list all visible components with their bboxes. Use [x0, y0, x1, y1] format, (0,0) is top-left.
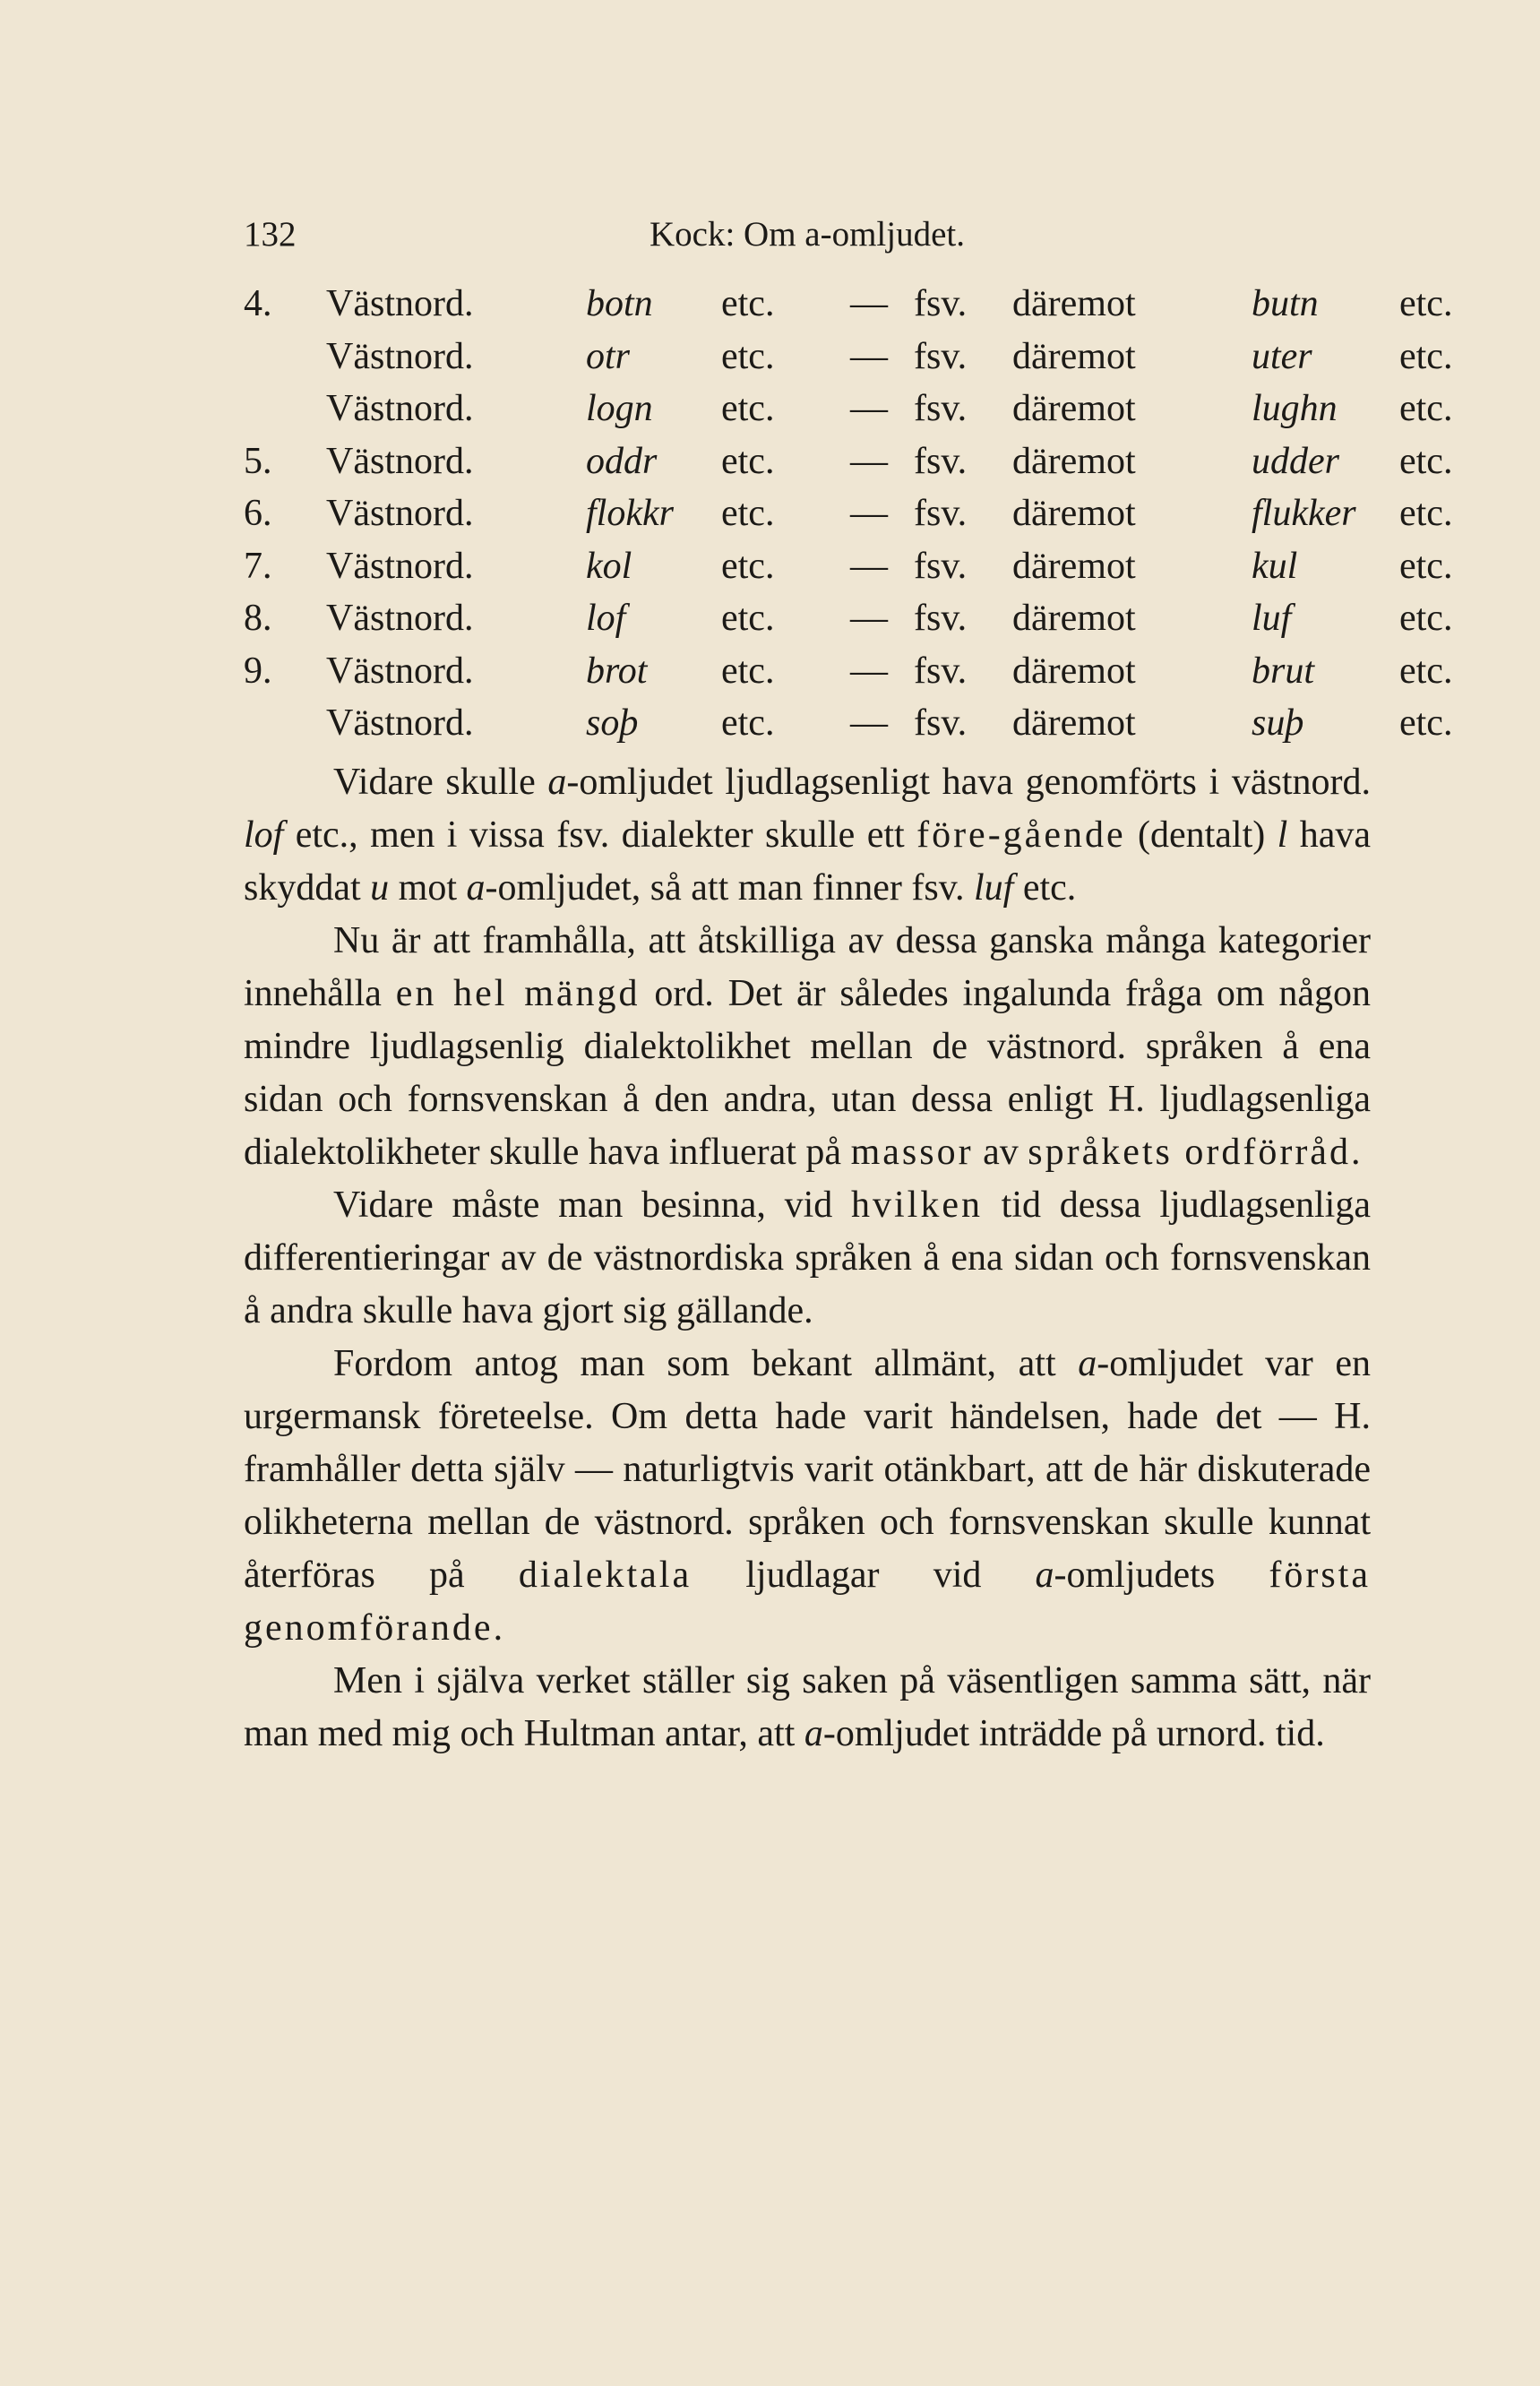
entry-label: Västnord. — [326, 440, 474, 482]
italic-term: a — [804, 1713, 823, 1754]
entry-form2: flukker — [1252, 493, 1356, 534]
spaced-emphasis: första genomförande — [244, 1555, 1371, 1649]
entry-form2: uter — [1252, 335, 1312, 377]
italic-term: l — [1277, 814, 1288, 856]
spaced-emphasis: massor — [850, 1132, 974, 1173]
running-title: Kock: Om a-omljudet. — [649, 215, 965, 254]
entry-etc: etc. — [721, 388, 775, 429]
entry-contrast: däremot — [1012, 545, 1136, 587]
entry-form: kol — [586, 545, 632, 587]
entry-etc2: etc. — [1399, 598, 1453, 639]
example-entry — [244, 331, 1453, 383]
entry-etc: etc. — [721, 598, 775, 639]
spaced-emphasis: en hel mängd — [395, 973, 641, 1014]
entry-fsv: fsv. — [914, 493, 968, 534]
italic-term: a — [547, 762, 567, 803]
entry-dash: — — [850, 598, 888, 639]
italic-term: a — [1035, 1555, 1054, 1596]
example-entry — [244, 487, 1453, 540]
entry-form2: butn — [1252, 283, 1319, 324]
entry-form2: lughn — [1252, 388, 1338, 429]
paragraph-kategorier — [244, 915, 1371, 1179]
entry-dash: — — [850, 335, 888, 377]
text-run: -omljudet var en urgermansk företeelse. Om detta hade varit händelsen, hade det — H. framhåller detta själv — naturligtvis varit otänkbart, att de här diskuterade olikheterna mellan de västnord. språken och fornsvenskan skulle kunnat återföras på — [244, 1343, 1372, 1596]
body-text — [244, 756, 1371, 1761]
entry-etc2: etc. — [1399, 493, 1453, 534]
text-run: etc., men i vissa fsv. dialekter skulle ett — [283, 814, 917, 856]
spaced-emphasis: språkets ordförråd — [1028, 1132, 1351, 1173]
entry-form: oddr — [586, 440, 658, 482]
paragraph-urgermansk — [244, 1338, 1371, 1655]
entry-form2: kul — [1252, 545, 1298, 587]
text-run: hava skyddat — [244, 814, 1371, 909]
entry-fsv: fsv. — [914, 388, 968, 429]
example-entry — [244, 697, 1453, 750]
text-run: . — [1350, 1132, 1361, 1173]
entry-etc2: etc. — [1399, 283, 1453, 324]
spaced-emphasis: före-gående — [916, 814, 1126, 856]
text-run: -omljudet, så att man finner fsv. — [485, 867, 974, 909]
entry-etc2: etc. — [1399, 388, 1453, 429]
text-run: Men i själva verket ställer sig saken på väsentligen samma sätt, när man med mig och Hultman antar, att — [244, 1660, 1371, 1754]
paragraph-tid — [244, 1179, 1371, 1338]
entry-etc2: etc. — [1399, 335, 1453, 377]
entry-contrast: däremot — [1012, 388, 1136, 429]
entry-fsv: fsv. — [914, 598, 968, 639]
italic-term: lof — [244, 814, 284, 856]
text-run: -omljudet inträdde på urnord. tid. — [822, 1713, 1325, 1754]
text-run: tid dessa ljudlagsenliga differentieringar av de västnordiska språken å ena sidan och fornsvenskan å andra skulle hava gjort sig gällande. — [244, 1184, 1371, 1331]
entry-number: 4. — [244, 283, 272, 324]
entry-etc: etc. — [721, 702, 775, 744]
entry-form: soþ — [586, 702, 639, 744]
italic-term: luf — [973, 867, 1014, 909]
entry-etc: etc. — [721, 335, 775, 377]
entry-fsv: fsv. — [914, 283, 968, 324]
text-run: (dentalt) — [1125, 814, 1278, 856]
italic-term: a — [1078, 1343, 1097, 1384]
entry-label: Västnord. — [326, 493, 474, 534]
entry-form: botn — [586, 283, 653, 324]
entry-etc: etc. — [721, 440, 775, 482]
entry-number: 9. — [244, 650, 272, 692]
text-run: ord. Det är således ingalunda fråga om någon mindre ljudlagsenlig dialektolikhet mellan de västnord. språken å ena sidan och fornsvenskan å den andra, utan dessa enligt H. ljudlagsenliga dialektolikheter skulle hava influerat på — [244, 973, 1372, 1173]
text-run: Vidare skulle — [333, 762, 548, 803]
entry-etc2: etc. — [1399, 545, 1453, 587]
entry-etc: etc. — [721, 545, 775, 587]
text-run: Fordom antog man som bekant allmänt, att — [333, 1343, 1079, 1384]
entry-form: otr — [586, 335, 631, 377]
spaced-emphasis: hvilken — [850, 1184, 983, 1226]
entry-contrast: däremot — [1012, 335, 1136, 377]
paragraph-urnord — [244, 1655, 1371, 1761]
italic-term: u — [370, 867, 390, 909]
entry-etc: etc. — [721, 650, 775, 692]
entry-form2: luf — [1252, 598, 1292, 639]
entry-label: Västnord. — [326, 335, 474, 377]
entry-number: 5. — [244, 440, 272, 482]
entry-fsv: fsv. — [914, 650, 968, 692]
text-run: ljudlagar vid — [692, 1555, 1036, 1596]
entry-form: lof — [586, 598, 626, 639]
entry-form2: udder — [1252, 440, 1339, 482]
entry-label: Västnord. — [326, 545, 474, 587]
entry-dash: — — [850, 493, 888, 534]
text-run: Nu är att framhålla, att åtskilliga av dessa ganska många kategorier innehålla — [244, 920, 1371, 1014]
entry-fsv: fsv. — [914, 545, 968, 587]
entry-form: flokkr — [586, 493, 674, 534]
entry-fsv: fsv. — [914, 440, 968, 482]
entry-etc: etc. — [721, 283, 775, 324]
entry-label: Västnord. — [326, 598, 474, 639]
entry-contrast: däremot — [1012, 283, 1136, 324]
text-run: av — [973, 1132, 1028, 1173]
entry-number: 8. — [244, 598, 272, 639]
entry-dash: — — [850, 545, 888, 587]
text-run: etc. — [1013, 867, 1077, 909]
text-run: -omljudet ljudlagsenligt hava genomförts i västnord. — [566, 762, 1371, 803]
paragraph-omljud-genomforts — [244, 756, 1371, 915]
entry-etc: etc. — [721, 493, 775, 534]
entry-etc2: etc. — [1399, 702, 1453, 744]
text-run: mot — [389, 867, 467, 909]
entry-dash: — — [850, 388, 888, 429]
text-run: -omljudets — [1054, 1555, 1269, 1596]
entry-contrast: däremot — [1012, 440, 1136, 482]
entry-etc2: etc. — [1399, 650, 1453, 692]
entry-etc2: etc. — [1399, 440, 1453, 482]
entry-fsv: fsv. — [914, 335, 968, 377]
entry-label: Västnord. — [326, 702, 474, 744]
italic-term: a — [466, 867, 486, 909]
entry-contrast: däremot — [1012, 702, 1136, 744]
text-run: . — [493, 1607, 503, 1649]
entry-number: 7. — [244, 545, 272, 587]
text-run: Vidare måste man besinna, vid — [333, 1184, 851, 1226]
entry-form2: suþ — [1252, 702, 1304, 744]
example-entry — [244, 278, 1453, 331]
spaced-emphasis: dialektala — [518, 1555, 693, 1596]
entry-dash: — — [850, 702, 888, 744]
entry-contrast: däremot — [1012, 598, 1136, 639]
entry-form: brot — [586, 650, 648, 692]
example-entry — [244, 540, 1453, 593]
entry-contrast: däremot — [1012, 493, 1136, 534]
entry-fsv: fsv. — [914, 702, 968, 744]
entry-dash: — — [850, 440, 888, 482]
entry-label: Västnord. — [326, 283, 474, 324]
entry-form2: brut — [1252, 650, 1315, 692]
example-entry — [244, 592, 1453, 645]
entry-dash: — — [850, 650, 888, 692]
entry-label: Västnord. — [326, 650, 474, 692]
example-entry — [244, 383, 1453, 435]
entry-label: Västnord. — [326, 388, 474, 429]
example-entry — [244, 645, 1453, 698]
entry-contrast: däremot — [1012, 650, 1136, 692]
page-header — [244, 208, 1371, 262]
page-number: 132 — [244, 215, 297, 254]
entry-dash: — — [850, 283, 888, 324]
example-entry — [244, 435, 1453, 488]
entry-form: logn — [586, 388, 653, 429]
entry-number: 6. — [244, 493, 272, 534]
example-list — [244, 278, 1453, 750]
